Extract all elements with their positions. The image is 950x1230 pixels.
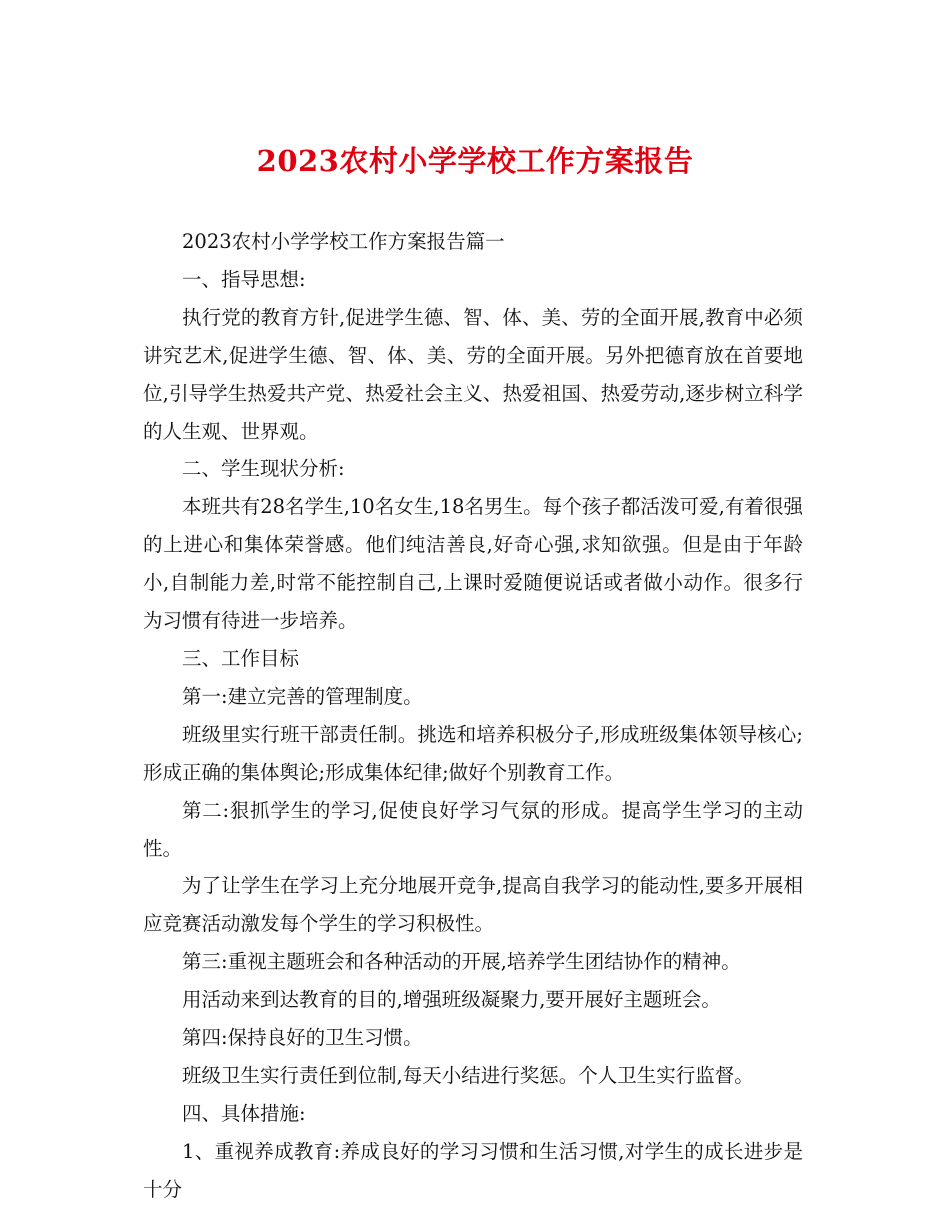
paragraph-heading-measures: 四、具体措施:: [182, 1101, 306, 1125]
paragraph: 1、重视养成教育:养成良好的学习习惯和生活习惯,对学生的成长进步是十分: [143, 1139, 803, 1201]
paragraph: 为了让学生在学习上充分地展开竞争,提高自我学习的能动性,要多开展相应竞赛活动激发每个学生的学习积极性。: [143, 874, 803, 936]
paragraph: 第二:狠抓学生的学习,促使良好学习气氛的形成。提高学生学习的主动性。: [143, 798, 803, 860]
paragraph: 执行党的教育方针,促进学生德、智、体、美、劳的全面开展,教育中必须讲究艺术,促进学生德、智、体、美、劳的全面开展。另外把德育放在首要地位,引导学生热爱共产党、热爱社会主义、热爱祖国、热爱劳动,逐步树立科学的人生观、世界观。: [143, 305, 803, 443]
paragraph: 用活动来到达教育的目的,增强班级凝聚力,要开展好主题班会。: [182, 988, 721, 1012]
document-body: [143, 223, 803, 1209]
paragraph-subtitle: 2023农村小学学校工作方案报告篇一: [182, 230, 505, 253]
paragraph: 班级里实行班干部责任制。挑选和培养积极分子,形成班级集体领导核心;形成正确的集体舆论;形成集体纪律;做好个别教育工作。: [143, 722, 803, 784]
paragraph: 本班共有28名学生,10名女生,18名男生。每个孩子都活泼可爱,有着很强的上进心和集体荣誉感。他们纯洁善良,好奇心强,求知欲强。但是由于年龄小,自制能力差,时常不能控制自己,上课时爱随便说话或者做小动作。很多行为习惯有待进一步培养。: [143, 495, 803, 633]
paragraph: 第三:重视主题班会和各种活动的开展,培养学生团结协作的精神。: [182, 950, 741, 974]
paragraph: 第四:保持良好的卫生习惯。: [182, 1026, 423, 1050]
document-title: 2023农村小学学校工作方案报告: [256, 144, 694, 178]
paragraph: 班级卫生实行责任到位制,每天小结进行奖惩。个人卫生实行监督。: [182, 1063, 754, 1087]
paragraph-heading-guiding-thought: 一、指导思想:: [182, 267, 306, 291]
paragraph-heading-work-goals: 三、工作目标: [182, 646, 300, 670]
paragraph: 第一:建立完善的管理制度。: [182, 684, 423, 708]
paragraph-heading-student-analysis: 二、学生现状分析:: [182, 457, 345, 481]
